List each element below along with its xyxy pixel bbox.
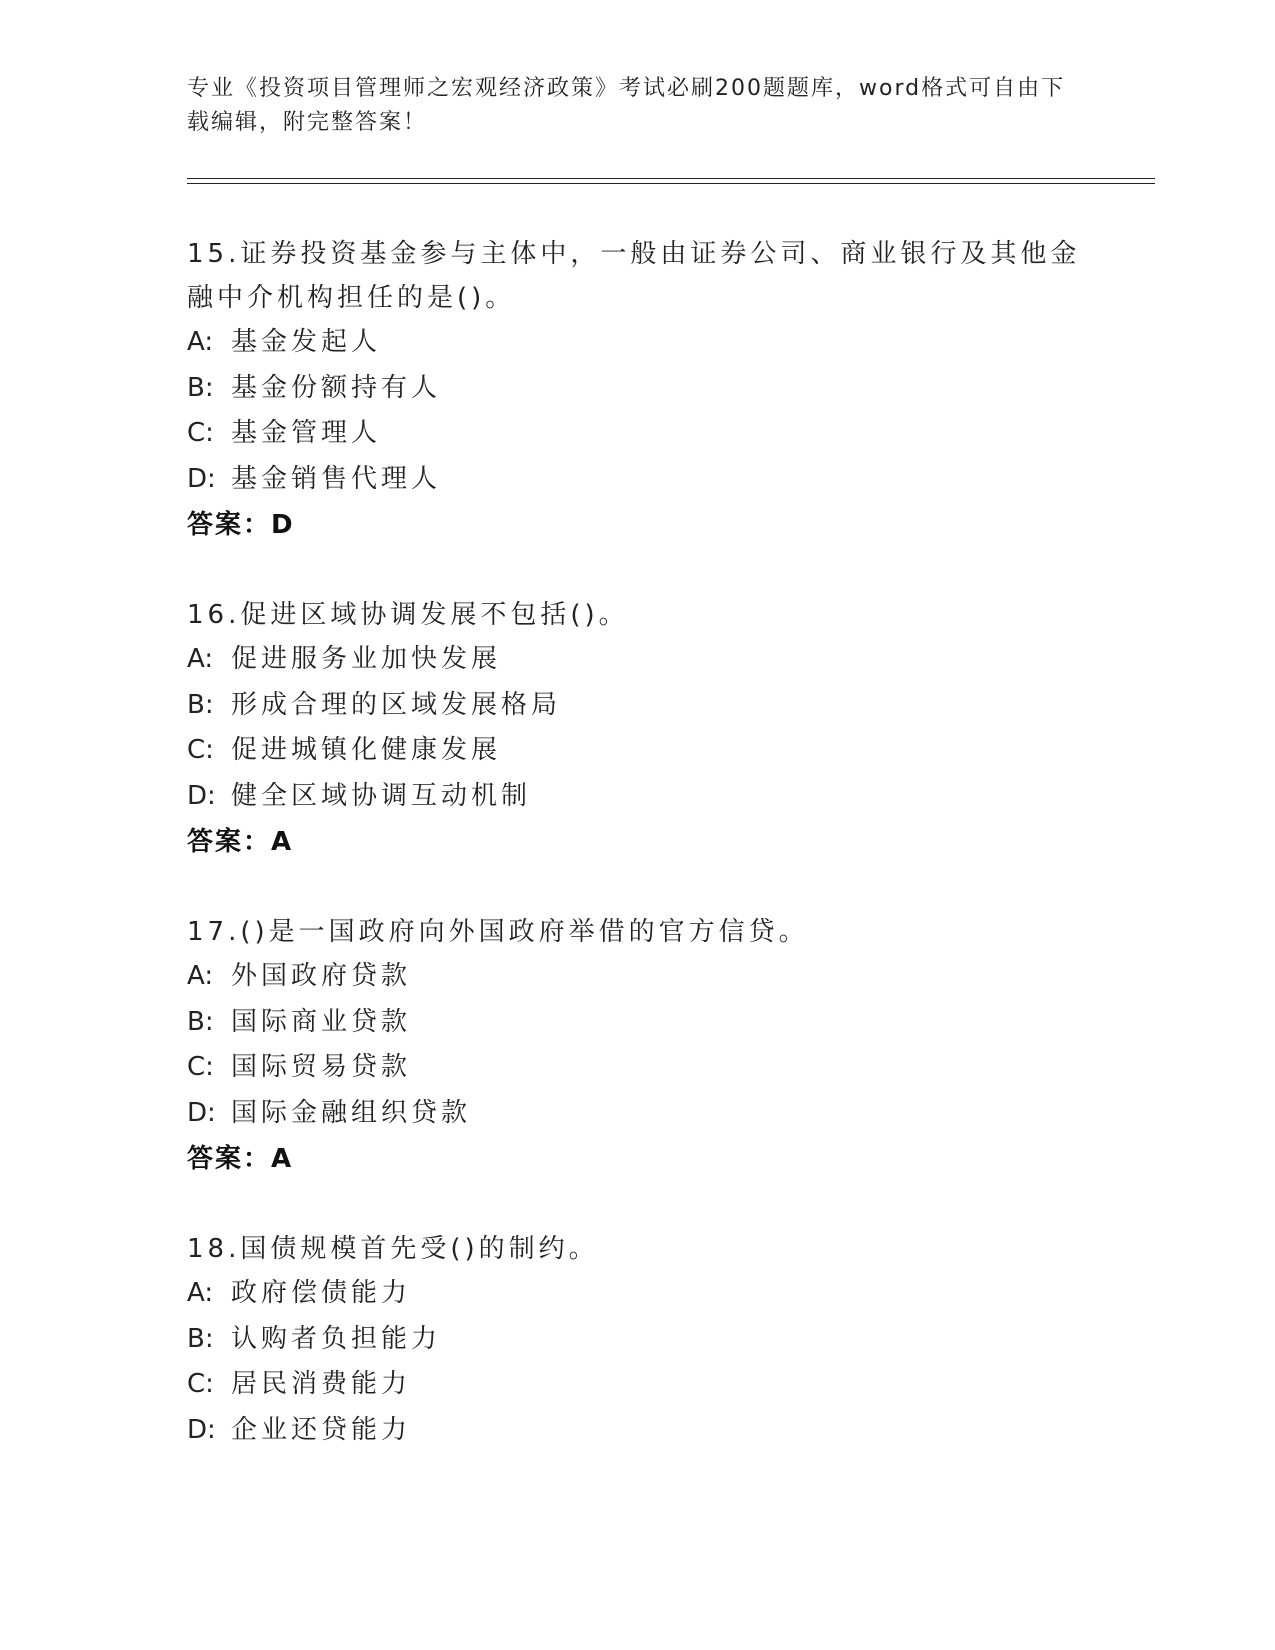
option-c <box>187 1045 1107 1091</box>
header-rule-top <box>187 178 1155 179</box>
answer-label: 答案：A <box>187 827 294 857</box>
question-18 <box>187 1227 1107 1453</box>
option-text: 政府偿债能力 <box>231 1278 412 1308</box>
question-stem: 16.促进区域协调发展不包括()。 <box>187 600 629 630</box>
option-text: 居民消费能力 <box>231 1369 412 1399</box>
question-list <box>187 232 1107 1498</box>
option-c <box>187 1362 1107 1408</box>
option-a <box>187 1271 1107 1317</box>
option-b <box>187 683 1107 729</box>
option-key: A: <box>187 961 214 991</box>
option-key: C: <box>187 735 214 765</box>
option-text: 外国政府贷款 <box>231 961 412 991</box>
option-a <box>187 637 1107 683</box>
option-text: 促进服务业加快发展 <box>231 644 502 674</box>
option-text: 基金份额持有人 <box>231 372 442 403</box>
option-text: 基金销售代理人 <box>231 463 442 494</box>
option-key: A: <box>187 327 214 357</box>
option-d <box>187 1408 1107 1454</box>
option-key: A: <box>187 1278 214 1308</box>
answer-label: 答案：D <box>187 510 295 540</box>
option-text: 国际商业贷款 <box>231 1006 412 1037</box>
question-stem: 15.证券投资基金参与主体中，一般由证券公司、商业银行及其他金融中介机构担任的是()。 <box>187 239 1081 313</box>
question-17 <box>187 910 1107 1182</box>
option-text: 企业还贷能力 <box>231 1414 412 1445</box>
option-text: 国际贸易贷款 <box>231 1052 412 1082</box>
option-d <box>187 1091 1107 1137</box>
option-key: D: <box>187 1097 216 1128</box>
option-text: 形成合理的区域发展格局 <box>231 689 562 720</box>
option-d <box>187 774 1107 820</box>
option-b <box>187 366 1107 412</box>
option-key: B: <box>187 1006 214 1037</box>
option-text: 国际金融组织贷款 <box>231 1097 472 1128</box>
option-key: C: <box>187 1369 214 1399</box>
option-d <box>187 457 1107 503</box>
header-rule-bottom <box>187 183 1155 184</box>
document-header: 专业《投资项目管理师之宏观经济政策》考试必刷200题题库，word格式可自由下载编辑，附完整答案！ <box>187 76 1066 135</box>
option-text: 认购者负担能力 <box>231 1323 442 1354</box>
option-text: 基金管理人 <box>231 418 382 448</box>
option-b <box>187 1317 1107 1363</box>
option-key: C: <box>187 418 214 448</box>
option-key: B: <box>187 1323 214 1354</box>
question-stem: 18.国债规模首先受()的制约。 <box>187 1234 599 1264</box>
option-key: B: <box>187 689 214 720</box>
question-16 <box>187 593 1107 865</box>
option-a <box>187 320 1107 366</box>
option-key: A: <box>187 644 214 674</box>
option-c <box>187 411 1107 457</box>
option-b <box>187 1000 1107 1046</box>
option-text: 健全区域协调互动机制 <box>231 780 532 811</box>
option-a <box>187 954 1107 1000</box>
option-key: D: <box>187 463 216 494</box>
answer-label: 答案：A <box>187 1144 294 1174</box>
option-text: 基金发起人 <box>231 327 382 357</box>
option-key: C: <box>187 1052 214 1082</box>
question-15 <box>187 232 1107 548</box>
option-text: 促进城镇化健康发展 <box>231 735 502 765</box>
option-key: D: <box>187 780 216 811</box>
option-key: D: <box>187 1414 216 1445</box>
question-stem: 17.()是一国政府向外国政府举借的官方信贷。 <box>187 917 809 947</box>
option-key: B: <box>187 372 214 403</box>
option-c <box>187 728 1107 774</box>
